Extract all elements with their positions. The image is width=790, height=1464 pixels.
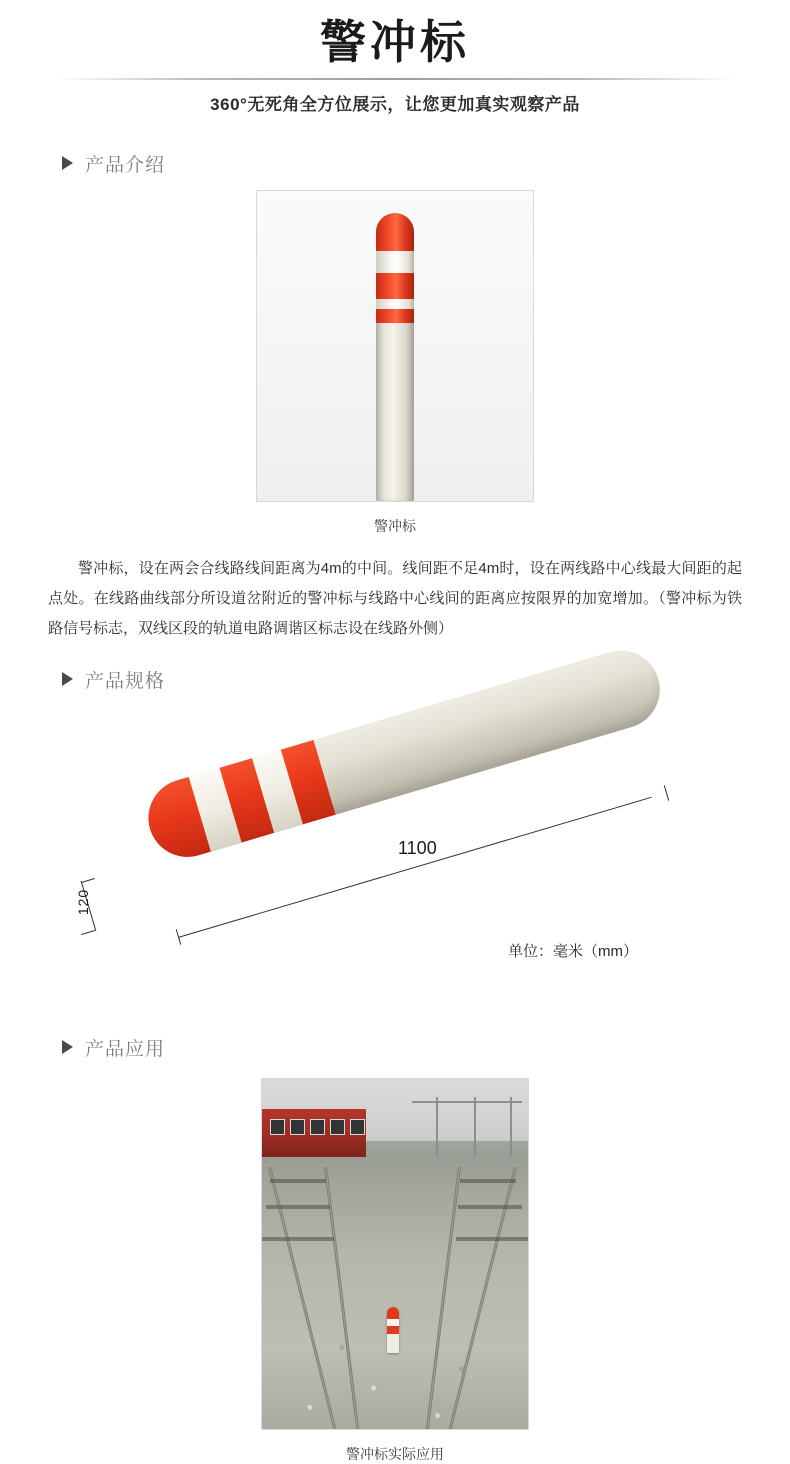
post-band-white-1: [376, 251, 414, 273]
product-intro-figure: [0, 190, 790, 536]
sleeper: [266, 1205, 330, 1209]
spec-diagram: [0, 702, 790, 1012]
product-photo: [257, 191, 533, 501]
section-title-product-intro: 产品介绍: [85, 154, 166, 176]
catenary-pole: [436, 1097, 438, 1159]
catenary-pole: [510, 1097, 512, 1159]
product-photo-caption: 警冲标: [374, 518, 416, 534]
application-photo: [262, 1079, 528, 1429]
section-title-product-spec: 产品规格: [85, 670, 166, 692]
triangle-right-icon: [62, 156, 73, 170]
application-photo-caption: 警冲标实际应用: [346, 1446, 444, 1462]
page-subtitle: 360°无死角全方位展示，让您更加真实观察产品: [210, 95, 580, 114]
train-window: [270, 1119, 285, 1135]
length-tick-right: [664, 785, 670, 801]
section-header-product-application: [0, 1030, 790, 1064]
triangle-right-icon: [62, 672, 73, 686]
application-figure: [0, 1078, 790, 1464]
sleeper: [460, 1179, 516, 1183]
page-title: 警冲标: [320, 15, 470, 69]
post-band-red-2: [376, 273, 414, 299]
train-window: [310, 1119, 325, 1135]
section-header-product-spec: [0, 662, 790, 696]
post-band-red-3: [376, 309, 414, 323]
installed-marker-post: [387, 1307, 399, 1353]
post-band-white-2: [376, 299, 414, 309]
product-description: 警冲标，设在两会合线路线间距离为4m的中间。线间距不足4m时，设在两线路中心线最大间距的起点处。在线路曲线部分所设道岔附近的警冲标与线路中心线间的距离应按限界的加宽增加。（警冲标为铁路信号标志，双线区段的轨道电路调谐区标志设在线路外侧）: [48, 560, 742, 637]
sleeper: [270, 1179, 326, 1183]
page-header: [0, 0, 790, 128]
application-photo-frame: [261, 1078, 529, 1430]
marker-band-red-2: [387, 1326, 399, 1334]
length-dimension-label: 1100: [398, 838, 437, 858]
unit-note: 单位：毫米（mm）: [508, 943, 638, 960]
sleeper: [456, 1237, 528, 1241]
catenary-pole: [474, 1097, 476, 1159]
diameter-tick-top: [81, 878, 95, 883]
diameter-dimension-label: 120: [75, 888, 92, 916]
marker-band-white-1: [387, 1319, 399, 1326]
product-photo-frame: [256, 190, 534, 502]
post-band-red-top: [376, 213, 414, 251]
triangle-right-icon: [62, 1040, 73, 1054]
sleeper: [262, 1237, 334, 1241]
diameter-tick-bottom: [81, 930, 95, 935]
train-window: [330, 1119, 345, 1135]
marker-band-red-1: [387, 1307, 399, 1319]
catenary-wire: [412, 1101, 522, 1103]
section-header-product-intro: [0, 146, 790, 180]
train-window: [290, 1119, 305, 1135]
sleeper: [458, 1205, 522, 1209]
section-title-product-application: 产品应用: [85, 1038, 166, 1060]
train-window: [350, 1119, 365, 1135]
header-divider: [55, 78, 735, 80]
marker-band-white-2: [387, 1334, 399, 1353]
